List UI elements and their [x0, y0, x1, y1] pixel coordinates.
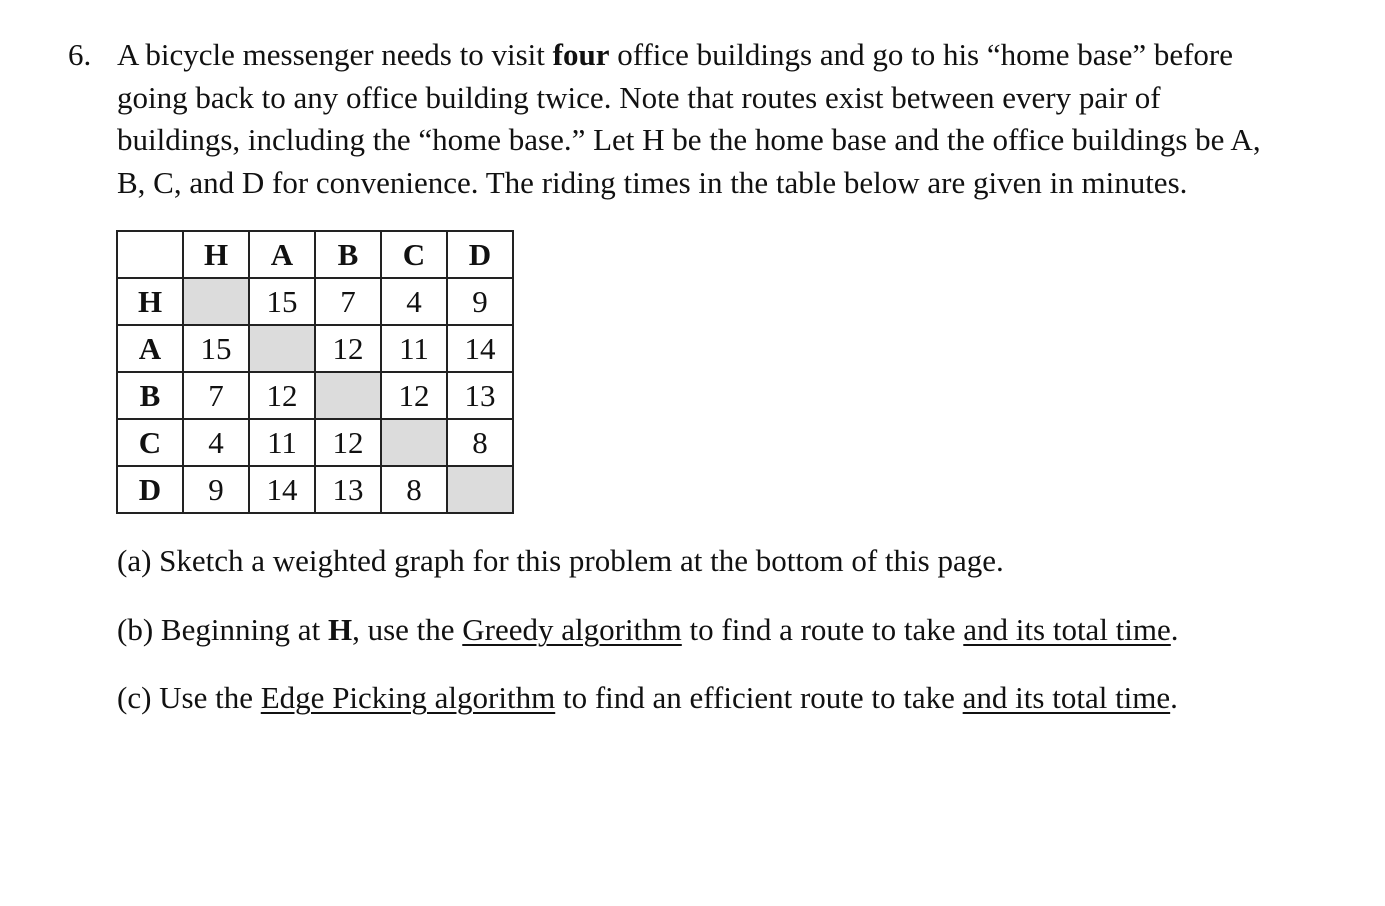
row-header: C — [117, 419, 183, 466]
corner-cell — [117, 231, 183, 278]
table-cell: 4 — [381, 278, 447, 325]
table-cell: 12 — [381, 372, 447, 419]
table-row — [117, 325, 513, 372]
column-header: D — [447, 231, 513, 278]
table-cell — [315, 372, 381, 419]
table-cell: 9 — [183, 466, 249, 513]
table-cell: 15 — [183, 325, 249, 372]
table-cell: 7 — [315, 278, 381, 325]
column-header: B — [315, 231, 381, 278]
problem-line-3: buildings, including the “home base.” Let H be the home base and the office buildings be A, — [117, 122, 1261, 157]
row-header: H — [117, 278, 183, 325]
table-cell: 8 — [447, 419, 513, 466]
table-cell: 7 — [183, 372, 249, 419]
table-cell: 13 — [315, 466, 381, 513]
table-cell: 12 — [315, 325, 381, 372]
problem-number: 6. — [68, 37, 92, 72]
table-cell: 9 — [447, 278, 513, 325]
column-header: A — [249, 231, 315, 278]
problem-line-1: A bicycle messenger needs to visit four office buildings and go to his “home base” before — [117, 37, 1234, 72]
table-cell: 12 — [249, 372, 315, 419]
table-row — [117, 466, 513, 513]
table-cell: 14 — [249, 466, 315, 513]
edge-picking-algorithm-term: Edge Picking algorithm — [260, 680, 556, 715]
row-header: B — [117, 372, 183, 419]
table-cell — [447, 466, 513, 513]
table-cell — [381, 419, 447, 466]
part-a: (a) Sketch a weighted graph for this problem at the bottom of this page. — [117, 543, 1004, 578]
column-header: H — [183, 231, 249, 278]
table-row — [117, 372, 513, 419]
table-cell: 15 — [249, 278, 315, 325]
table-cell: 14 — [447, 325, 513, 372]
part-b: (b) Beginning at H, use the Greedy algorithm to find a route to take and its total time. — [117, 612, 1179, 647]
part-c: (c) Use the Edge Picking algorithm to find an efficient route to take and its total time. — [117, 680, 1178, 715]
riding-times-table — [116, 230, 514, 514]
table-cell: 11 — [381, 325, 447, 372]
problem-statement — [117, 34, 1327, 204]
table-row — [117, 278, 513, 325]
emphasis-four: four — [552, 37, 610, 72]
total-time-term: and its total time — [962, 680, 1171, 715]
problem-line-2: going back to any office building twice. Note that routes exist between every pair of — [117, 79, 1161, 115]
table-header-row — [117, 231, 513, 278]
total-time-term: and its total time — [963, 612, 1171, 647]
table-cell: 4 — [183, 419, 249, 466]
column-header: C — [381, 231, 447, 278]
table-cell: 13 — [447, 372, 513, 419]
row-header: D — [117, 466, 183, 513]
greedy-algorithm-term: Greedy algorithm — [462, 612, 682, 647]
table-cell — [183, 278, 249, 325]
table-row — [117, 419, 513, 466]
table-cell — [249, 325, 315, 372]
table-cell: 11 — [249, 419, 315, 466]
table-cell: 8 — [381, 466, 447, 513]
row-header: A — [117, 325, 183, 372]
problem-line-4: B, C, and D for convenience. The riding times in the table below are given in minutes. — [117, 164, 1188, 200]
table-cell: 12 — [315, 419, 381, 466]
